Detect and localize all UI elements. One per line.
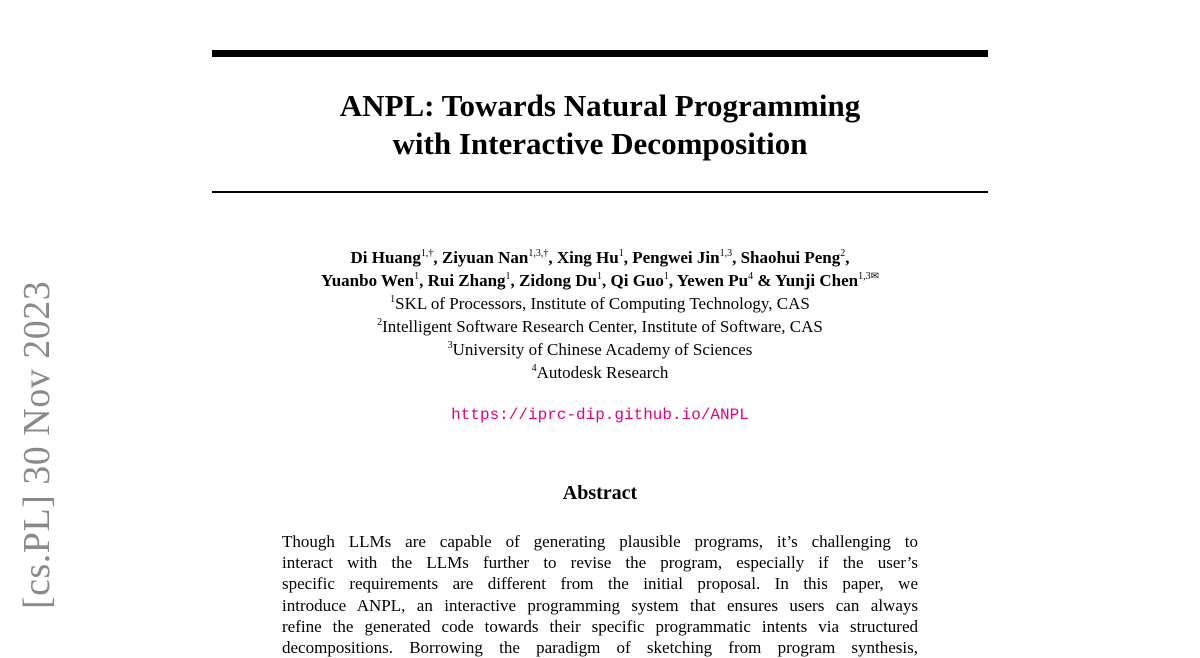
affiliation-text: Autodesk Research	[536, 363, 669, 382]
abstract-body	[282, 531, 918, 658]
author-name: Yuanbo Wen	[321, 271, 415, 290]
author-name: Qi Guo	[610, 271, 664, 290]
affiliation	[212, 315, 988, 338]
affiliation	[212, 338, 988, 361]
affiliation-mark: 2	[377, 317, 383, 328]
author-name: Yewen Pu	[676, 271, 749, 290]
affiliation-mark: 1	[390, 294, 396, 305]
author-name: Yunji Chen	[775, 271, 859, 290]
author-affil-mark: 2	[840, 248, 846, 259]
author-name: Ziyuan Nan	[441, 248, 529, 267]
author-name: Rui Zhang	[427, 271, 506, 290]
abstract-heading: Abstract	[562, 482, 638, 504]
affiliation-mark: 3	[447, 340, 453, 351]
abstract-line: Though LLMs are capable of generating plausible programs, it’s challenging to	[282, 532, 918, 551]
affiliation	[212, 361, 988, 384]
author-name: Zidong Du	[519, 271, 597, 290]
abstract-line: interact with the LLMs further to revise the program, especially if the user’s	[282, 553, 918, 573]
author-name: Di Huang	[350, 248, 421, 267]
author-affil-mark: 1,†	[420, 248, 434, 259]
abstract-line: introduce ANPL, an interactive programming system that ensures users can always	[282, 595, 918, 615]
author-affil-mark: 1	[505, 271, 511, 282]
title-line-2: with Interactive Decomposition	[392, 126, 808, 161]
abstract-line: refine the generated code towards their specific programmatic intents via structured	[282, 616, 918, 636]
authors-line-2: Yuanbo Wen$^1$, Rui Zhang$^1$, Zidong Du$^1$, Qi Guo$^1$, Yewen Pu$^4$ & Yunji Chen$^{1,3✉}$	[321, 271, 879, 290]
authors-line-1: Di Huang$^{1,\dagger}$, Ziyuan Nan$^{1,3,\dagger}$, Xing Hu$^1$, Pengwei Jin$^{1,3}$, Shaohui Peng$^2$,	[350, 248, 850, 267]
author-affil-mark: 1,3	[719, 248, 733, 259]
author-affil-mark: 1	[414, 271, 420, 282]
title-line-1: ANPL: Towards Natural Programming	[339, 88, 861, 123]
affiliation	[212, 292, 988, 315]
affiliation-text: Intelligent Software Research Center, Institute of Software, CAS	[382, 317, 823, 336]
affiliation-mark: 4	[531, 363, 537, 374]
abstract-line: specific requirements are different from the initial proposal. In this paper, we	[282, 574, 918, 594]
abstract-line: decompositions. Borrowing the paradigm of sketching from program synthesis,	[282, 638, 918, 658]
author-affil-mark: 1	[597, 271, 602, 282]
author-affil-mark: 1,3,†	[528, 248, 549, 259]
author-affil-mark: 1,3✉	[858, 271, 879, 282]
author-affil-mark: 4	[748, 271, 754, 282]
project-url-link[interactable]: https://iprc-dip.github.io/ANPL	[451, 406, 749, 424]
affiliation-text: University of Chinese Academy of Sciences	[452, 340, 753, 359]
author-name: Xing Hu	[556, 248, 619, 267]
author-affil-mark: 1	[618, 248, 624, 259]
author-name: Pengwei Jin	[632, 248, 720, 267]
author-affil-mark: 1	[663, 271, 669, 282]
title-bottom-rule	[212, 191, 988, 193]
author-block	[212, 246, 988, 384]
title-top-rule	[212, 50, 988, 57]
author-name: Shaohui Peng	[740, 248, 841, 267]
paper-title	[212, 87, 988, 163]
arxiv-side-stamp: [cs.PL] 30 Nov 2023	[16, 280, 58, 609]
affiliation-text: SKL of Processors, Institute of Computing Technology, CAS	[395, 294, 810, 313]
